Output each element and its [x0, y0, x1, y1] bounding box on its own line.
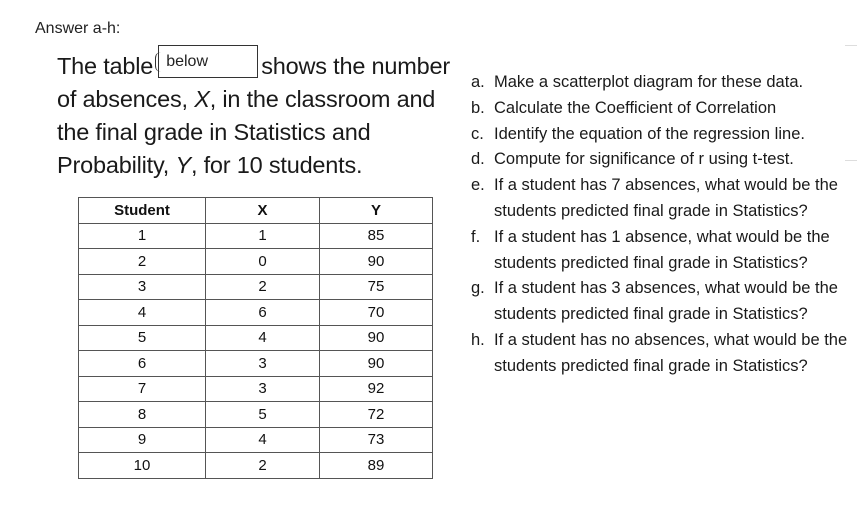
cell-x: 2 — [206, 453, 320, 479]
cell-x: 4 — [206, 325, 320, 351]
cell-y: 90 — [320, 351, 433, 377]
question-text: Make a scatterplot diagram for these data. — [494, 73, 804, 91]
cell-y: 73 — [320, 427, 433, 453]
table-row — [79, 325, 433, 351]
question-letter: g. — [471, 279, 485, 298]
cell-y: 85 — [320, 223, 433, 249]
cell-y: 92 — [320, 376, 433, 402]
table-row — [79, 223, 433, 249]
cell-student: 7 — [79, 376, 206, 402]
question-list — [471, 70, 851, 380]
intro-text-2: shows the number of absences, — [57, 53, 451, 112]
cell-x: 3 — [206, 376, 320, 402]
variable-y: Y — [175, 152, 191, 178]
question-letter: b. — [471, 98, 485, 117]
cell-y: 90 — [320, 325, 433, 351]
question-text: If a student has 7 absences, what would be the students predicted final grade in Statistics? — [494, 176, 838, 220]
cell-x: 3 — [206, 351, 320, 377]
variable-x: X — [194, 86, 210, 112]
question-item — [471, 328, 851, 380]
data-table — [78, 197, 433, 479]
table-row — [79, 376, 433, 402]
question-letter: c. — [471, 124, 484, 143]
table-row — [79, 351, 433, 377]
cell-student: 5 — [79, 325, 206, 351]
cell-y: 90 — [320, 249, 433, 275]
question-text: If a student has no absences, what would be the students predicted final grade in Statistics? — [494, 330, 848, 375]
question-letter: h. — [471, 330, 485, 349]
column-header-student: Student — [79, 198, 206, 224]
table-row — [79, 274, 433, 300]
intro-text-4: , for 10 students. — [190, 152, 363, 178]
cell-student: 6 — [79, 351, 206, 377]
cell-x: 5 — [206, 402, 320, 428]
table-row — [79, 300, 433, 326]
cell-y: 72 — [320, 402, 433, 428]
table-row — [79, 402, 433, 428]
question-item — [471, 122, 851, 148]
question-item — [471, 96, 851, 122]
answer-header: Answer a-h: — [35, 20, 121, 37]
problem-statement — [57, 50, 462, 182]
cell-x: 4 — [206, 427, 320, 453]
question-text: Calculate the Coefficient of Correlation — [494, 98, 777, 117]
table-row — [79, 249, 433, 275]
scroll-mark — [845, 45, 857, 46]
question-text: If a student has 3 absences, what would be the students predicted final grade in Statistics? — [494, 279, 838, 324]
cell-student: 8 — [79, 402, 206, 428]
cell-student: 1 — [79, 223, 206, 249]
cell-x: 2 — [206, 274, 320, 300]
table-row — [79, 453, 433, 479]
question-letter: a. — [471, 73, 485, 91]
column-header-x: X — [206, 198, 320, 224]
column-header-y: Y — [320, 198, 433, 224]
cell-x: 6 — [206, 300, 320, 326]
cell-student: 9 — [79, 427, 206, 453]
inline-text-box[interactable]: below — [158, 45, 258, 78]
question-letter: d. — [471, 150, 485, 169]
question-letter: f. — [471, 227, 481, 246]
cell-student: 10 — [79, 453, 206, 479]
intro-text-3: , in the classroom and the final grade in Statistics and Probability, — [57, 86, 436, 178]
question-text: Compute for significance of r using t-test. — [494, 150, 794, 169]
cell-x: 0 — [206, 249, 320, 275]
table-header-row — [79, 198, 433, 224]
question-item — [471, 173, 851, 225]
question-text: If a student has 1 absence, what would be the students predicted final grade in Statistics? — [494, 227, 830, 272]
cell-student: 4 — [79, 300, 206, 326]
cell-student: 2 — [79, 249, 206, 275]
cell-y: 75 — [320, 274, 433, 300]
cell-student: 3 — [79, 274, 206, 300]
cell-y: 89 — [320, 453, 433, 479]
question-text: Identify the equation of the regression line. — [494, 124, 805, 143]
intro-text-1: The table — [57, 53, 154, 79]
question-item — [471, 70, 851, 96]
cell-y: 70 — [320, 300, 433, 326]
question-letter: e. — [471, 176, 485, 195]
cell-x: 1 — [206, 223, 320, 249]
question-item — [471, 225, 851, 277]
question-item — [471, 276, 851, 328]
table-row — [79, 427, 433, 453]
question-item — [471, 147, 851, 173]
scroll-mark — [845, 160, 857, 161]
